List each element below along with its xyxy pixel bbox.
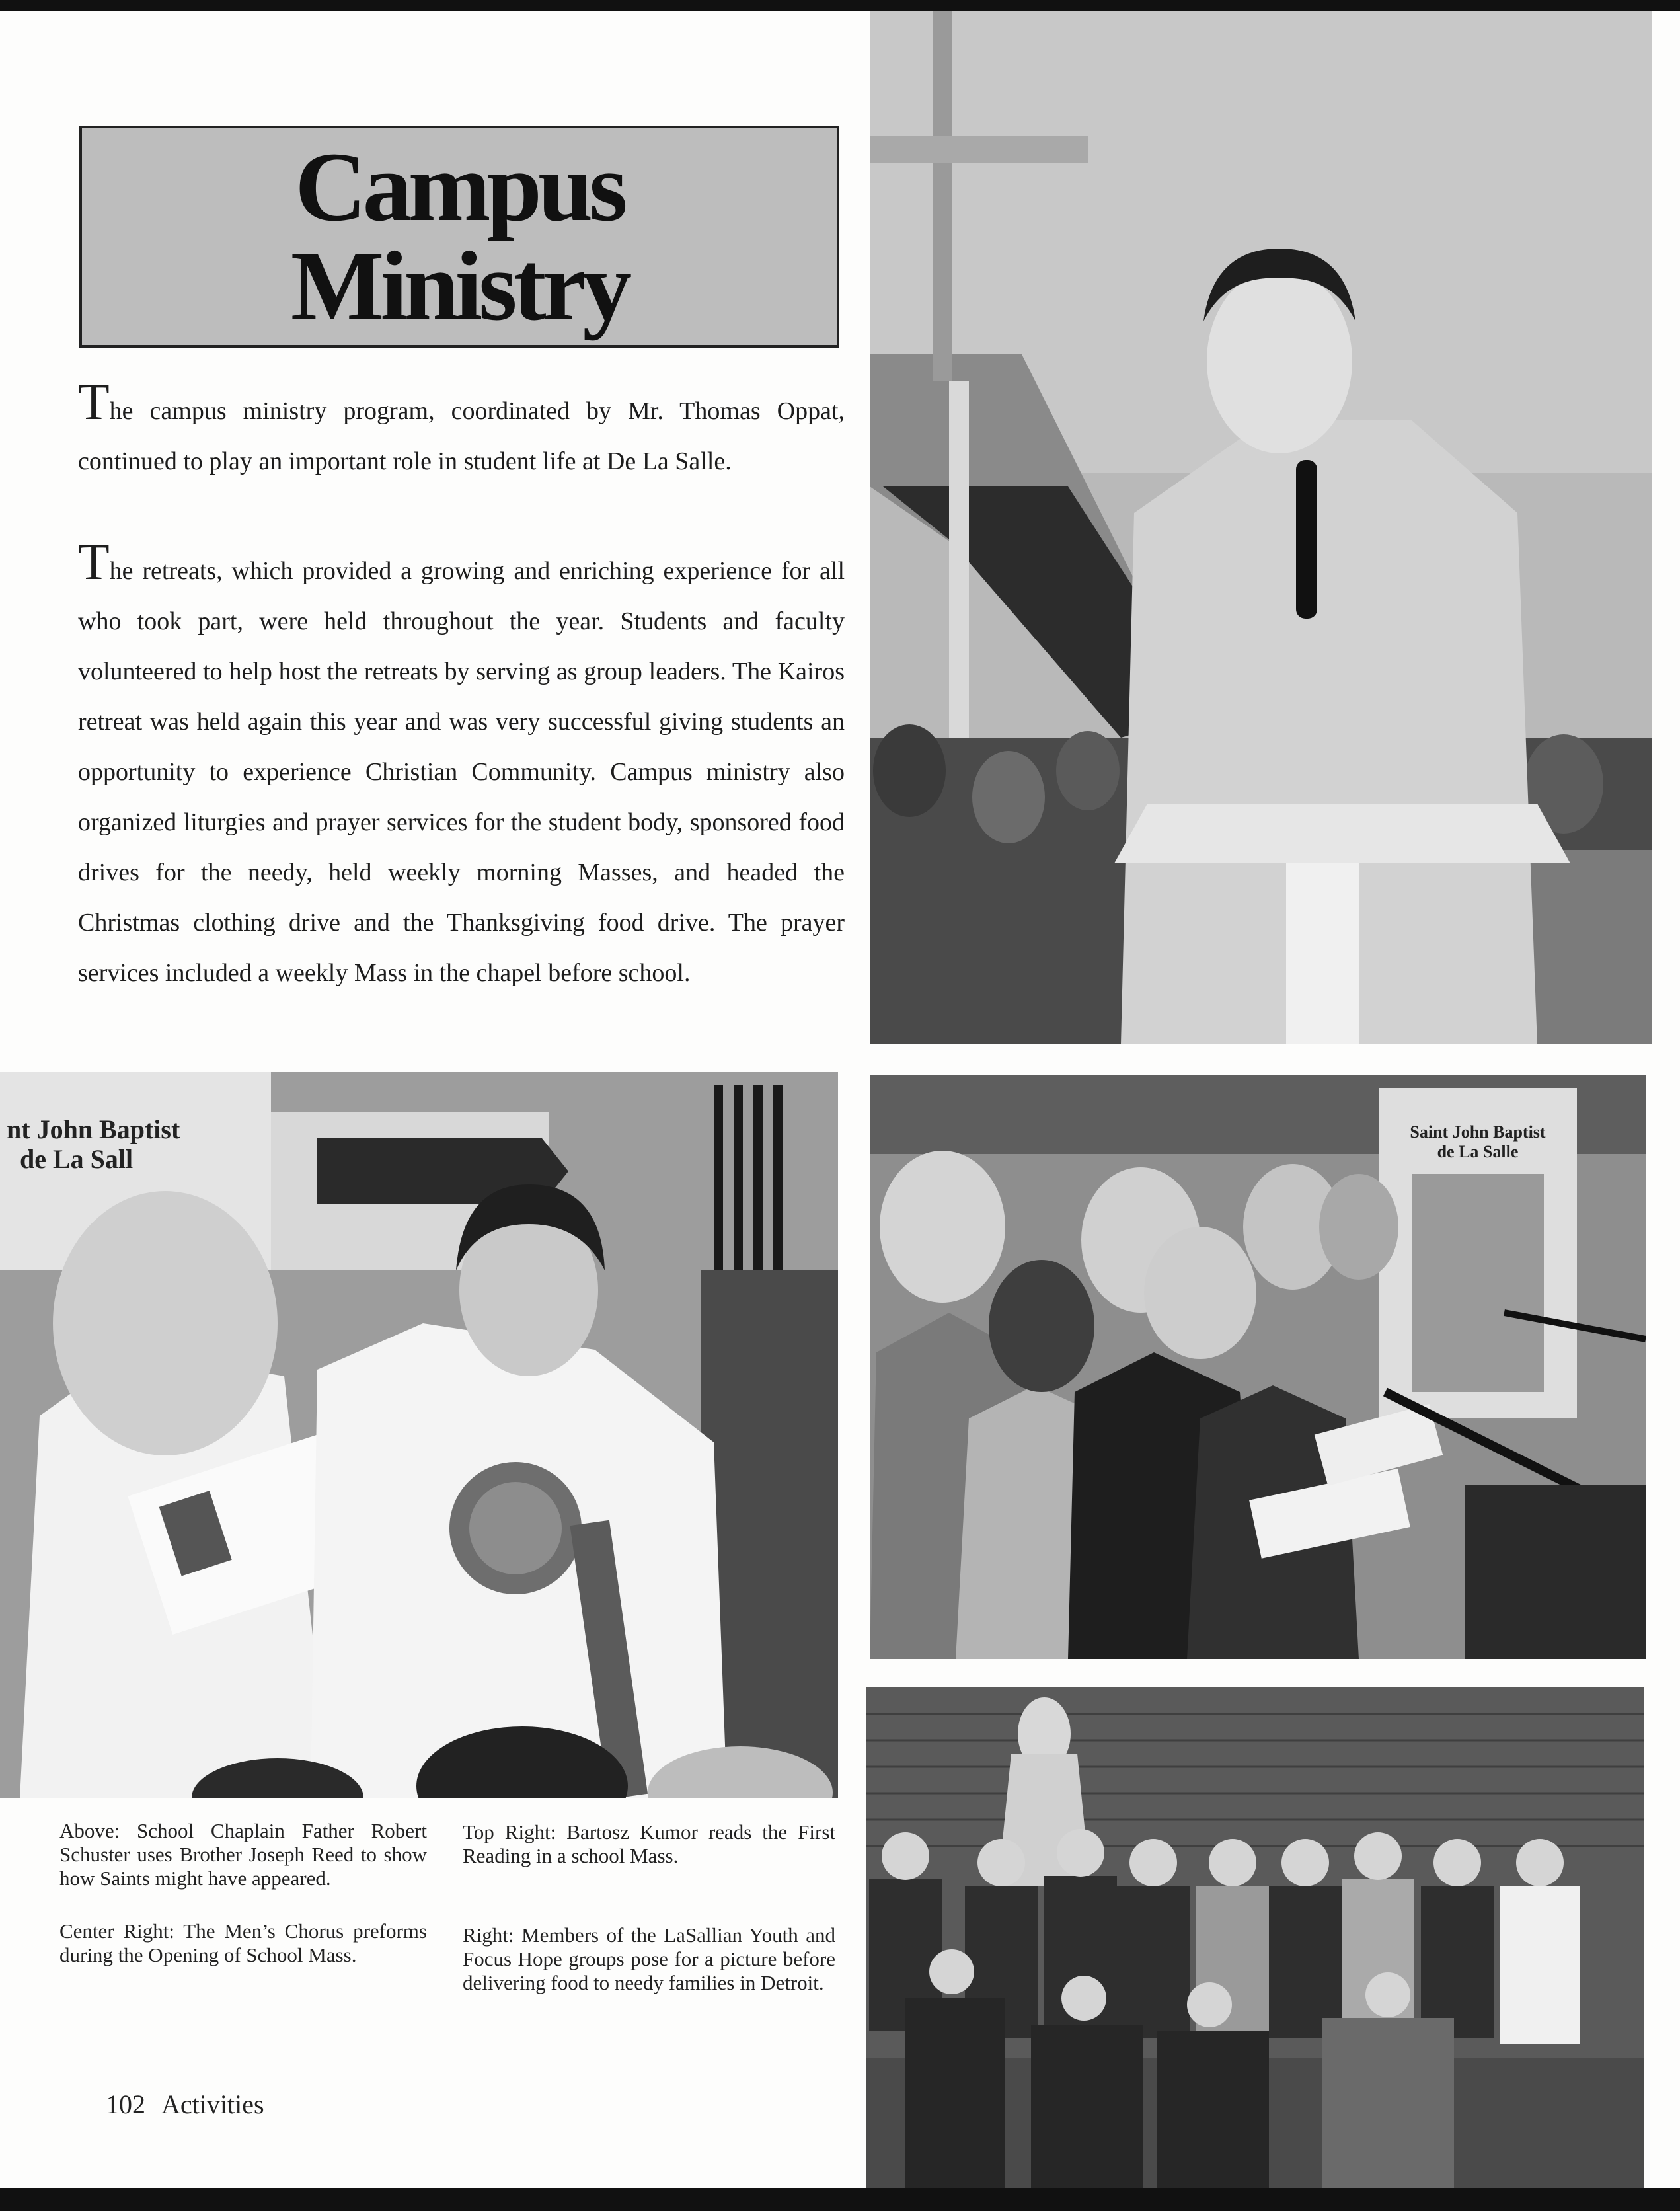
- photo-mens-chorus: [870, 1075, 1646, 1659]
- photo-chaplain-and-brother: [0, 1072, 838, 1798]
- chorus-banner-line-1: Saint John Baptist: [1410, 1122, 1546, 1142]
- caption-right: Right: Members of the LaSallian Youth and Focus Hope groups pose for a picture before delivering food to needy families in Detroit.: [463, 1923, 835, 1994]
- title-box: [79, 126, 839, 348]
- title-line-1: Campus: [295, 132, 624, 242]
- title-line-2: Ministry: [290, 231, 629, 341]
- page-number: 102: [106, 2089, 145, 2119]
- photo-group-pose: [866, 1687, 1644, 2188]
- chorus-banner-line-2: de La Salle: [1437, 1142, 1519, 1161]
- retreats-paragraph: [78, 533, 845, 998]
- banner-text-line-2: de La Sall: [20, 1144, 134, 1174]
- page-bottom-edge: [0, 2188, 1680, 2211]
- photo-reader-at-lectern: [870, 11, 1652, 1044]
- caption-above: Above: School Chaplain Father Robert Schuster uses Brother Joseph Reed to show how Saints might have appeared.: [59, 1819, 427, 1890]
- caption-center-right: Center Right: The Men’s Chorus preforms during the Opening of School Mass.: [59, 1920, 427, 1966]
- section-name: Activities: [161, 2089, 264, 2119]
- page-top-edge: [0, 0, 1680, 11]
- intro-paragraph: [78, 373, 845, 486]
- drop-cap: T: [78, 373, 110, 430]
- retreats-paragraph-text: he retreats, which provided a growing and enriching experience for all who took part, were held throughout the year. Students and faculty volunteered to help host the retreats by serving as group leaders. The Kairos retreat was held again this year and was very successful giving students an opportunity to experience Christian Community. Campus ministry also organized liturgies and prayer services for the student body, sponsored food drives for the needy, held weekly morning Masses, and headed the Christmas clothing drive and the Thanksgiving food drive. The prayer services included a weekly Mass in the chapel before school.: [78, 557, 845, 987]
- banner-text-line-1: nt John Baptist: [7, 1114, 180, 1144]
- drop-cap: T: [78, 533, 110, 590]
- page-folio: [106, 2089, 280, 2120]
- intro-paragraph-text: he campus ministry program, coordinated by Mr. Thomas Oppat, continued to play an important role in student life at De La Salle.: [78, 397, 845, 475]
- caption-top-right: Top Right: Bartosz Kumor reads the First Reading in a school Mass.: [463, 1820, 835, 1867]
